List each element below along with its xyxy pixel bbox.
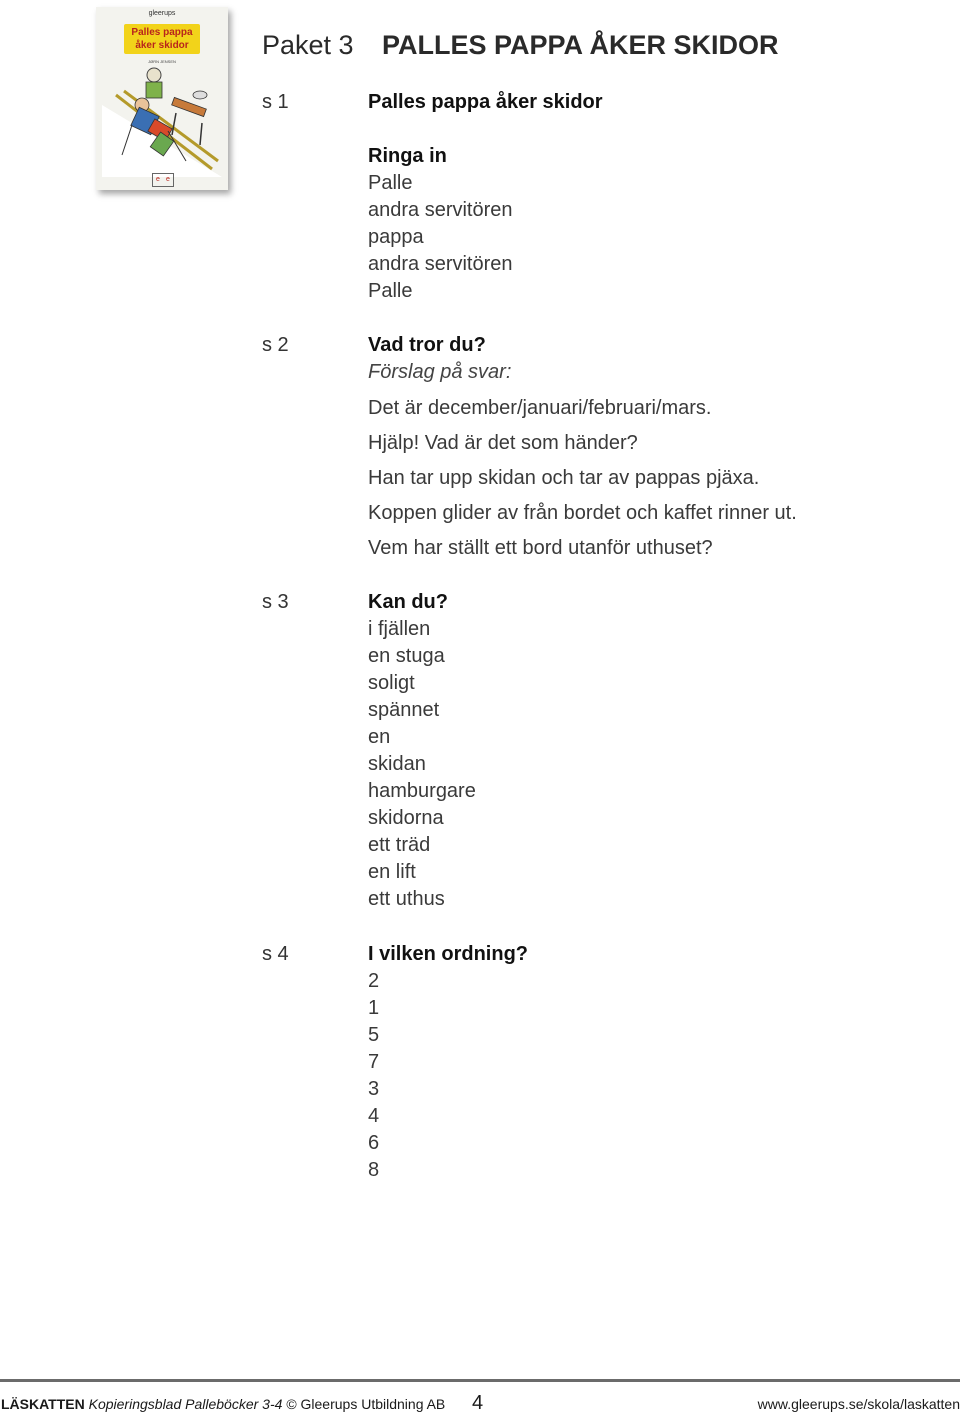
cover-author: JØRN JENSEN bbox=[148, 59, 176, 64]
list-item: 4 bbox=[368, 1105, 380, 1127]
footer-divider bbox=[0, 1379, 960, 1382]
section-s1 bbox=[368, 89, 603, 116]
answer-line: Det är december/januari/februari/mars. bbox=[368, 397, 712, 419]
list-item: 6 bbox=[368, 1132, 380, 1154]
section-s4 bbox=[368, 941, 528, 1184]
answer-line: Koppen glider av från bordet och kaffet rinner ut. bbox=[368, 502, 797, 524]
book-cover bbox=[96, 7, 228, 190]
answer-line: Hjälp! Vad är det som händer? bbox=[368, 432, 638, 454]
page-title: PALLES PAPPA ÅKER SKIDOR bbox=[382, 30, 779, 60]
footer-brand: LÄSKATTEN bbox=[1, 1396, 85, 1412]
cover-title-line1: Palles pappa bbox=[131, 27, 193, 38]
list-item: 5 bbox=[368, 1024, 380, 1046]
page-label-s4: s 4 bbox=[262, 943, 289, 965]
section-s4-heading: I vilken ordning? bbox=[368, 943, 529, 965]
list-item: soligt bbox=[368, 672, 415, 694]
cover-skier-illustration bbox=[102, 65, 222, 177]
section-s3-heading: Kan du? bbox=[368, 591, 448, 613]
page-label-s1: s 1 bbox=[262, 91, 289, 113]
list-item: en lift bbox=[368, 861, 416, 883]
list-item: spännet bbox=[368, 699, 440, 721]
page-label-s2: s 2 bbox=[262, 334, 289, 356]
cover-title-line2: åker skidor bbox=[135, 40, 189, 51]
list-item: 8 bbox=[368, 1159, 380, 1181]
list-item: skidorna bbox=[368, 807, 444, 829]
section-s3 bbox=[368, 589, 476, 913]
page-footer bbox=[0, 1392, 960, 1418]
section-s1-ringa bbox=[368, 143, 513, 305]
footer-credits bbox=[1, 1396, 445, 1412]
list-item: Palle bbox=[368, 172, 413, 194]
footer-subtitle: Kopieringsblad Palleböcker 3-4 bbox=[88, 1396, 283, 1412]
packet-label: Paket 3 bbox=[262, 30, 354, 60]
list-item: hamburgare bbox=[368, 780, 476, 802]
page-header bbox=[262, 30, 779, 61]
list-item: pappa bbox=[368, 226, 424, 248]
footer-url-link[interactable]: www.gleerups.se/skola/laskatten bbox=[757, 1396, 960, 1412]
logo-right: e bbox=[166, 176, 170, 183]
page-number: 4 bbox=[472, 1392, 484, 1414]
section-s2-answers bbox=[368, 391, 797, 566]
list-item: skidan bbox=[368, 753, 426, 775]
publisher-logo bbox=[152, 173, 174, 187]
list-item: 7 bbox=[368, 1051, 380, 1073]
section-s2 bbox=[368, 332, 511, 386]
footer-copyright: © Gleerups Utbildning AB bbox=[286, 1396, 446, 1412]
list-item: en stuga bbox=[368, 645, 445, 667]
section-s1-heading: Ringa in bbox=[368, 145, 447, 167]
list-item: Palle bbox=[368, 280, 413, 302]
cover-publisher: gleerups bbox=[148, 10, 176, 17]
list-item: i fjällen bbox=[368, 618, 431, 640]
list-item: 3 bbox=[368, 1078, 380, 1100]
list-item: andra servitören bbox=[368, 199, 513, 221]
section-s2-hint: Förslag på svar: bbox=[368, 361, 512, 383]
list-item: ett träd bbox=[368, 834, 431, 856]
list-item: 2 bbox=[368, 970, 380, 992]
list-item: ett uthus bbox=[368, 888, 445, 910]
list-item: andra servitören bbox=[368, 253, 513, 275]
list-item: en bbox=[368, 726, 391, 748]
answer-line: Vem har ställt ett bord utanför uthuset? bbox=[368, 537, 713, 559]
list-item: 1 bbox=[368, 997, 380, 1019]
section-s1-title: Palles pappa åker skidor bbox=[368, 91, 603, 113]
answer-line: Han tar upp skidan och tar av pappas pjäxa. bbox=[368, 467, 760, 489]
page-label-s3: s 3 bbox=[262, 591, 289, 613]
section-s2-heading: Vad tror du? bbox=[368, 334, 486, 356]
logo-left: e bbox=[156, 176, 160, 183]
cover-title bbox=[124, 24, 200, 54]
